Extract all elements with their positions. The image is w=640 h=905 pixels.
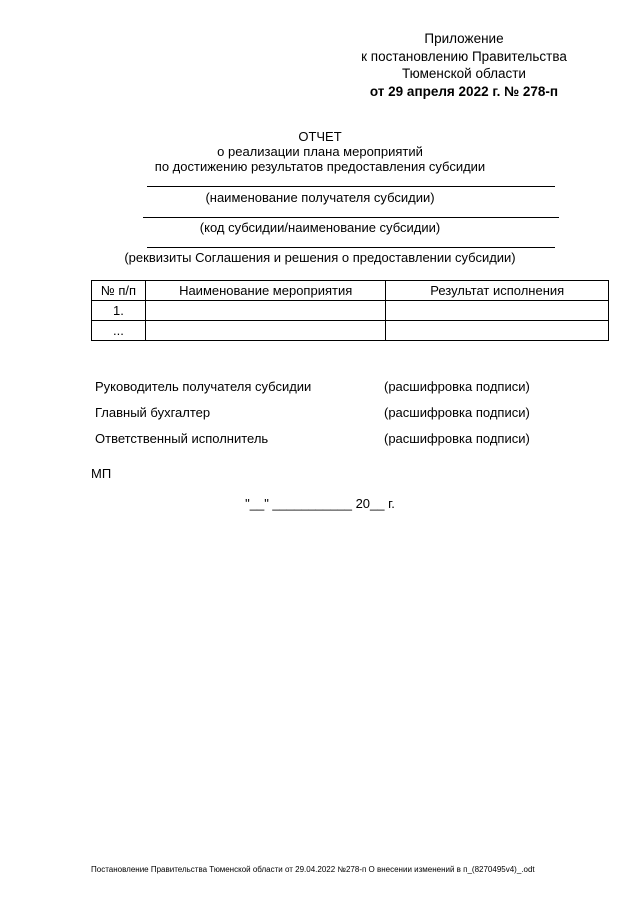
measures-table bbox=[91, 280, 609, 341]
table-cell-measure bbox=[145, 321, 386, 341]
appendix-region: Тюменской области bbox=[402, 66, 526, 81]
col-header-result: Результат исполнения bbox=[386, 281, 609, 301]
report-title-main: ОТЧЕТ bbox=[298, 129, 342, 144]
appendix-date-number: от 29 апреля 2022 г. № 278-п bbox=[369, 83, 559, 99]
appendix-header bbox=[334, 30, 594, 100]
col-header-measure: Наименование мероприятия bbox=[145, 281, 386, 301]
signature-head-label: Руководитель получателя субсидии bbox=[95, 379, 312, 394]
table-row bbox=[92, 321, 609, 341]
appendix-label: Приложение bbox=[424, 31, 504, 46]
signature-responsible-decode: (расшифровка подписи) bbox=[384, 431, 530, 446]
agreement-line bbox=[147, 247, 555, 248]
stamp-label: МП bbox=[91, 466, 112, 481]
signature-head-decode: (расшифровка подписи) bbox=[384, 379, 530, 394]
agreement-caption: (реквизиты Соглашения и решения о предоставлении субсидии) bbox=[124, 250, 516, 265]
appendix-resolution: к постановлению Правительства bbox=[361, 48, 567, 64]
date-line: "__" ___________ 20__ г. bbox=[245, 496, 395, 511]
table-cell-number: 1. bbox=[92, 301, 146, 321]
table-row bbox=[92, 301, 609, 321]
table-header-row bbox=[92, 281, 609, 301]
subsidy-code-caption: (код субсидии/наименование субсидии) bbox=[199, 220, 441, 235]
subsidy-code-line bbox=[143, 217, 559, 218]
report-title-sub2: по достижению результатов предоставления субсидии bbox=[154, 159, 486, 174]
table-cell-number: ... bbox=[92, 321, 146, 341]
table-cell-measure bbox=[145, 301, 386, 321]
recipient-caption: (наименование получателя субсидии) bbox=[205, 190, 435, 205]
recipient-line bbox=[147, 186, 555, 187]
signature-accountant-decode: (расшифровка подписи) bbox=[384, 405, 530, 420]
signature-accountant-label: Главный бухгалтер bbox=[95, 405, 211, 420]
signature-responsible-label: Ответственный исполнитель bbox=[95, 431, 269, 446]
table-cell-result bbox=[386, 301, 609, 321]
table-cell-result bbox=[386, 321, 609, 341]
col-header-number: № п/п bbox=[92, 281, 146, 301]
report-title bbox=[0, 129, 640, 174]
document-footer: Постановление Правительства Тюменской области от 29.04.2022 №278-п О внесении изменений в п_(8270495v4)_.odt bbox=[91, 865, 535, 874]
report-title-sub1: о реализации плана мероприятий bbox=[217, 144, 423, 159]
